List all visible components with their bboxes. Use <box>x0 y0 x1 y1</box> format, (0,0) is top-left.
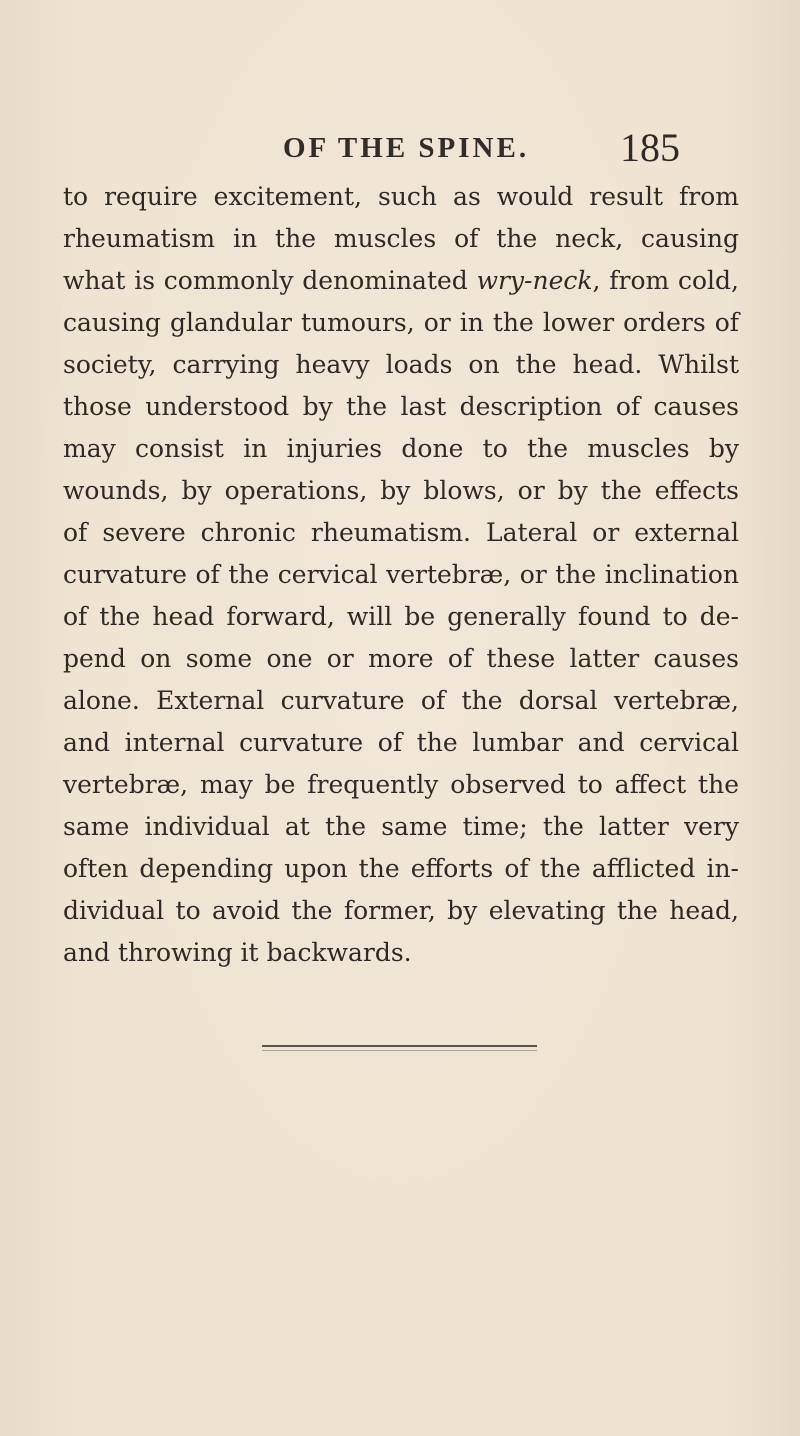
text-line: dividual to avoid the former, by elevating the head, <box>63 896 739 925</box>
text-line <box>63 260 739 302</box>
text-line: to require excitement, such as would result from <box>63 182 739 211</box>
page-number: 185 <box>620 125 680 170</box>
text-fragment: what is commonly denominated <box>63 266 468 295</box>
italic-term: wry-neck <box>476 266 593 295</box>
text-line: causing glandular tumours, or in the lower orders of <box>63 308 739 337</box>
text-line: of severe chronic rheumatism. Lateral or external <box>63 518 739 547</box>
text-line: wounds, by operations, by blows, or by the effects <box>63 476 739 505</box>
text-line: curvature of the cervical vertebræ, or the inclination <box>63 560 739 589</box>
text-line: vertebræ, may be frequently observed to affect the <box>63 770 739 799</box>
text-line: may consist in injuries done to the muscles by <box>63 434 739 463</box>
text-fragment: , from cold, <box>592 266 739 295</box>
text-line: of the head forward, will be generally found to de- <box>63 602 739 631</box>
text-line: same individual at the same time; the latter very <box>63 812 739 841</box>
body-text <box>63 176 739 974</box>
text-line: rheumatism in the muscles of the neck, causing <box>63 224 739 253</box>
text-line: society, carrying heavy loads on the head. Whilst <box>63 350 739 379</box>
text-line: alone. External curvature of the dorsal vertebræ, <box>63 686 739 715</box>
running-head <box>0 125 800 182</box>
text-line: those understood by the last description of causes <box>63 392 739 421</box>
running-title: OF THE SPINE. <box>283 132 530 164</box>
text-line: often depending upon the efforts of the afflicted in- <box>63 854 739 883</box>
text-line: and throwing it backwards. <box>63 938 412 967</box>
section-end-rule <box>262 1045 537 1047</box>
text-line: and internal curvature of the lumbar and cervical <box>63 728 739 757</box>
text-line: pend on some one or more of these latter causes <box>63 644 739 673</box>
